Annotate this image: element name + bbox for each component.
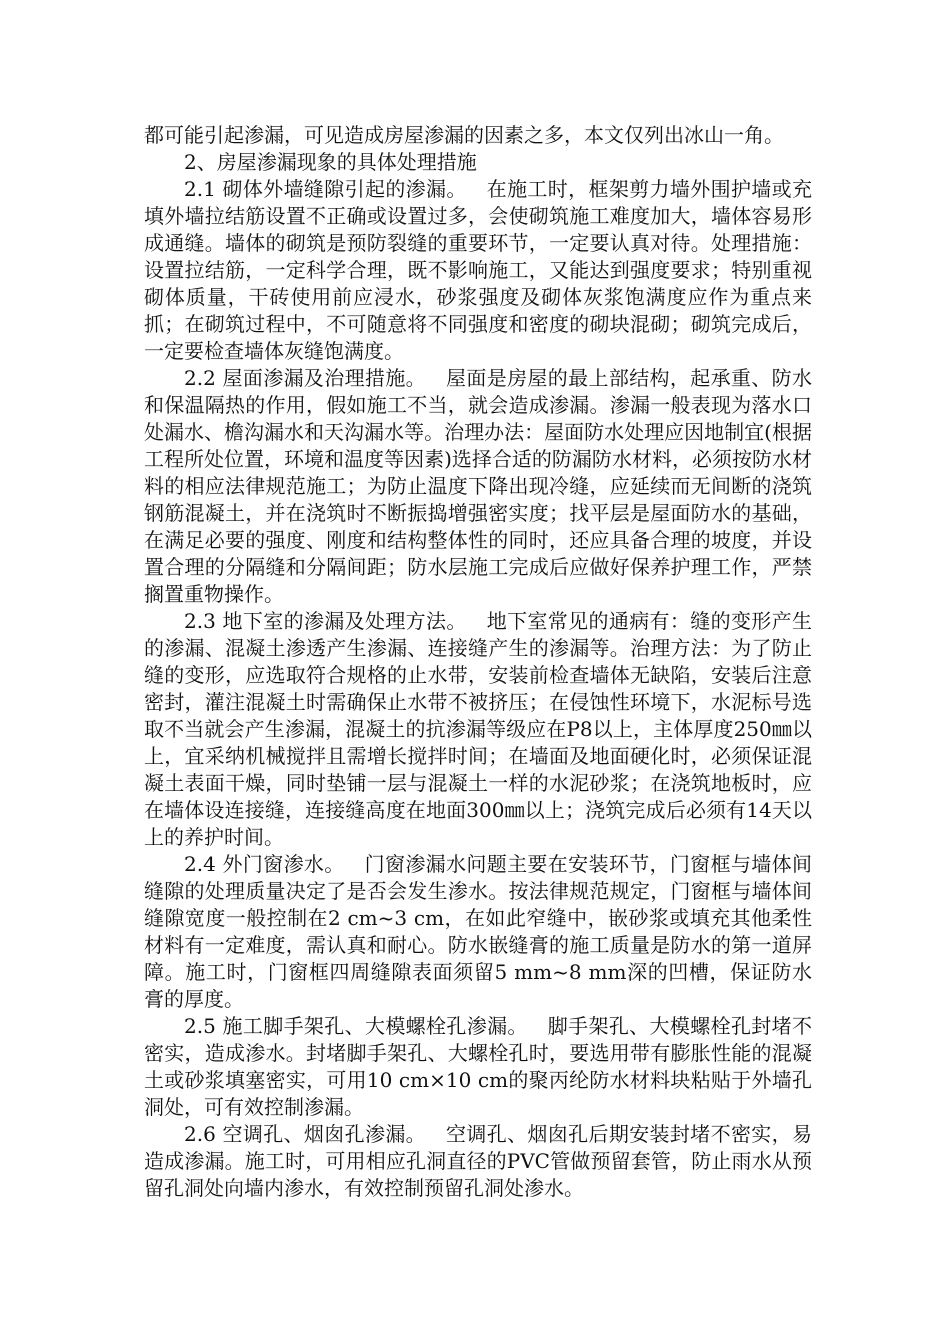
item-body: 地下室常见的通病有：缝的变形产生的渗漏、混凝土渗透产生渗漏、连接缝产生的渗漏等。治理方法：为了防止缝的变形，应选取符合规格的止水带，安装前检查墙体无缺陷，安装后注意密封，灌注混凝土时需确保止水带不被挤压；在侵蚀性环境下，水泥标号选取不当就会产生渗漏，混凝土的抗渗漏等级应在P8以上，主体厚度250㎜以上，宜采纳机械搅拌且需增长搅拌时间；在墙面及地面硬化时，必须保证混凝土表面干燥，同时垫铺一层与混凝土一样的水泥砂浆；在浇筑地板时，应在墙体设连接缝，连接缝高度在地面300㎜以上；浇筑完成后必须有14天以上的养护时间。 (144, 609, 812, 849)
item-2-2 (144, 365, 812, 608)
item-lead: 2.4 外门窗渗水。 (184, 852, 345, 876)
item-lead: 2.1 砌体外墙缝隙引起的渗漏。 (184, 177, 467, 201)
section-heading: 2、房屋渗漏现象的具体处理措施 (184, 150, 477, 174)
item-lead: 2.3 地下室的渗漏及处理方法。 (184, 609, 467, 633)
item-2-6 (144, 1121, 812, 1202)
item-lead: 2.5 施工脚手架孔、大模螺栓孔渗漏。 (184, 1014, 528, 1038)
item-2-5 (144, 1013, 812, 1121)
item-body: 空调孔、烟囱孔后期安装封堵不密实，易造成渗漏。施工时，可用相应孔洞直径的PVC管做预留套管，防止雨水从预留孔洞处向墙内渗水，有效控制预留孔洞处渗水。 (144, 1122, 812, 1200)
item-2-1 (144, 176, 812, 365)
document-page (144, 122, 812, 1202)
intro-continuation: 都可能引起渗漏，可见造成房屋渗漏的因素之多，本文仅列出冰山一角。 (144, 123, 784, 147)
item-lead: 2.6 空调孔、烟囱孔渗漏。 (184, 1122, 427, 1146)
item-lead: 2.2 屋面渗漏及治理措施。 (184, 366, 427, 390)
item-body: 脚手架孔、大模螺栓孔封堵不密实，造成渗水。封堵脚手架孔、大螺栓孔时，要选用带有膨胀性能的混凝土或砂浆填塞密实，可用10 cm×10 cm的聚丙纶防水材料块粘贴于外墙孔洞处，可有效控制渗漏。 (144, 1014, 812, 1119)
item-2-4 (144, 851, 812, 1013)
item-body: 门窗渗漏水问题主要在安装环节，门窗框与墙体间缝隙的处理质量决定了是否会发生渗水。按法律规范规定，门窗框与墙体间缝隙宽度一般控制在2 cm~3 cm，在如此窄缝中，嵌砂浆或填充其他柔性材料有一定难度，需认真和耐心。防水嵌缝膏的施工质量是防水的第一道屏障。施工时，门窗框四周缝隙表面须留5 mm~8 mm深的凹槽，保证防水膏的厚度。 (144, 852, 812, 1011)
item-body: 在施工时，框架剪力墙外围护墙或充填外墙拉结筋设置不正确或设置过多，会使砌筑施工难度加大，墙体容易形成通缝。墙体的砌筑是预防裂缝的重要环节，一定要认真对待。处理措施：设置拉结筋，一定科学合理，既不影响施工，又能达到强度要求；特别重视砌体质量，干砖使用前应浸水，砂浆强度及砌体灰浆饱满度应作为重点来抓；在砌筑过程中，不可随意将不同强度和密度的砌块混砌；砌筑完成后，一定要检查墙体灰缝饱满度。 (144, 177, 812, 363)
item-body: 屋面是房屋的最上部结构，起承重、防水和保温隔热的作用，假如施工不当，就会造成渗漏。渗漏一般表现为落水口处漏水、檐沟漏水和天沟漏水等。治理办法：屋面防水处理应因地制宜(根据工程所处位置，环境和温度等因素)选择合适的防漏防水材料，必须按防水材料的相应法律规范施工；为防止温度下降出现冷缝，应延续而无间断的浇筑钢筋混凝土，并在浇筑时不断振捣增强密实度；找平层是屋面防水的基础，在满足必要的强度、刚度和结构整体性的同时，还应具备合理的坡度，并设置合理的分隔缝和分隔间距；防水层施工完成后应做好保养护理工作，严禁搁置重物操作。 (144, 366, 812, 606)
item-2-3 (144, 608, 812, 851)
